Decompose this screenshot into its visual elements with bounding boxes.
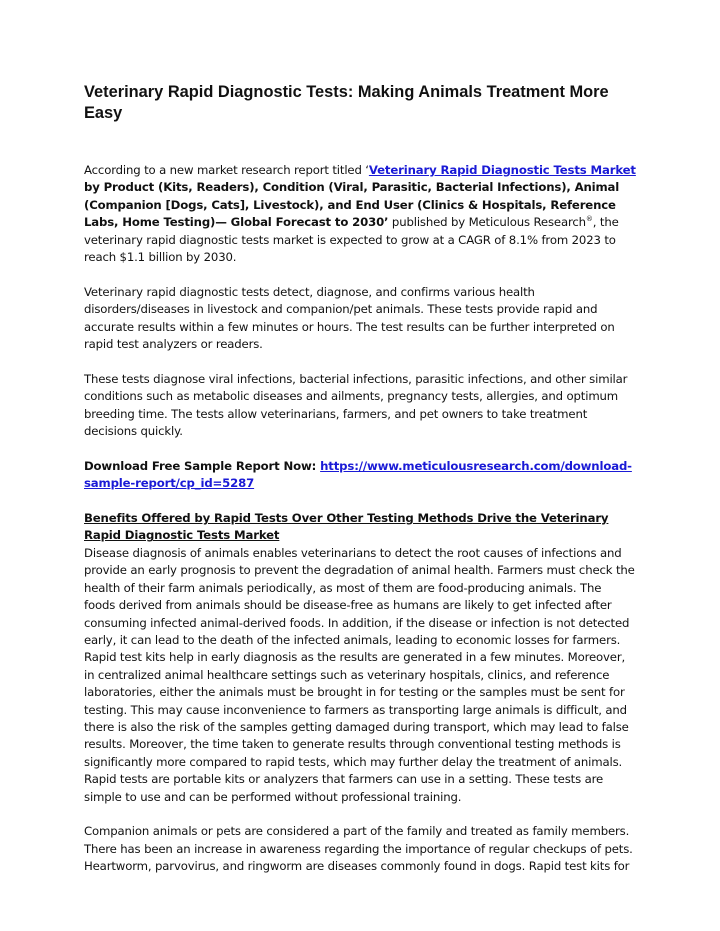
paragraph-conditions: These tests diagnose viral infections, bacterial infections, parasitic infections, and other similar conditions such as metabolic diseases and ailments, pregnancy tests, allergies, and optimum breeding time. The tests allow veterinarians, farmers, and pet owners to take treatment decisions quickly. bbox=[84, 371, 628, 439]
intro-lead: According to a new market research report titled ‘ bbox=[84, 163, 369, 177]
document-title: Veterinary Rapid Diagnostic Tests: Making Animals Treatment More Easy bbox=[84, 83, 609, 122]
paragraph-companion-animals: Companion animals or pets are considered a part of the family and treated as family members. There has been an increase in awareness regarding the importance of regular checkups of pets. Heartworm, parvovirus, and ringworm are diseases commonly found in dogs. Rapid test kits for bbox=[84, 824, 633, 874]
intro-paragraph bbox=[84, 162, 636, 266]
registered-mark: ® bbox=[585, 215, 593, 224]
section-heading-text: Benefits Offered by Rapid Tests Over Other Testing Methods Drive the Veterinary Rapid Diagnostic Tests Market bbox=[84, 511, 609, 543]
publisher-text: published by Meticulous Research bbox=[388, 215, 586, 230]
document-page bbox=[84, 82, 636, 893]
download-line bbox=[84, 458, 636, 493]
section-heading bbox=[84, 510, 636, 545]
download-label: Download Free Sample Report Now: bbox=[84, 458, 321, 473]
paragraph-tests-description: Veterinary rapid diagnostic tests detect, diagnose, and confirms various health disorders/diseases in livestock and companion/pet animals. These tests provide rapid and accurate results within a few minutes or hours. The test results can be further interpreted on rapid test analyzers or readers. bbox=[84, 284, 615, 352]
intro-tail: , the veterinary rapid diagnostic tests market is expected to grow at a CAGR of 8.1% from 2023 to reach $1.1 billion by 2030. bbox=[84, 215, 619, 265]
report-link[interactable]: Veterinary Rapid Diagnostic Tests Market bbox=[368, 163, 636, 177]
section-body: Disease diagnosis of animals enables veterinarians to detect the root causes of infections and provide an early prognosis to prevent the degradation of animal health. Farmers must check the health of their farm animals periodically, as most of them are food-producing animals. The foods derived from animals should be disease-free as humans are likely to get infected after consuming infected animal-derived foods. In addition, if the disease or infection is not detected early, it can lead to the death of the infected animals, leading to economic losses for farmers. Rapid test kits help in early diagnosis as the results are generated in a few minutes. Moreover, in centralized animal healthcare settings such as veterinary hospitals, clinics, and reference laboratories, either the animals must be brought in for testing or the samples must be sent for testing. This may cause inconvenience to farmers as transporting large animals is difficult, and there is also the risk of the samples getting damaged during transport, which may lead to false results. Moreover, the time taken to generate results through conventional testing methods is significantly more compared to rapid tests, which may further delay the treatment of animals. Rapid tests are portable kits or analyzers that farmers can use in a setting. These tests are simple to use and can be performed without professional training. bbox=[84, 545, 635, 804]
download-link[interactable]: https://www.meticulousresearch.com/download-sample-report/cp_id=5287 bbox=[84, 458, 632, 491]
report-title: by Product (Kits, Readers), Condition (Viral, Parasitic, Bacterial Infections), Animal (Companion [Dogs, Cats], Livestock), and End User (Clinics & Hospitals, Reference Labs, Home Testing)— Global Forecast to 2030’ bbox=[84, 180, 620, 230]
